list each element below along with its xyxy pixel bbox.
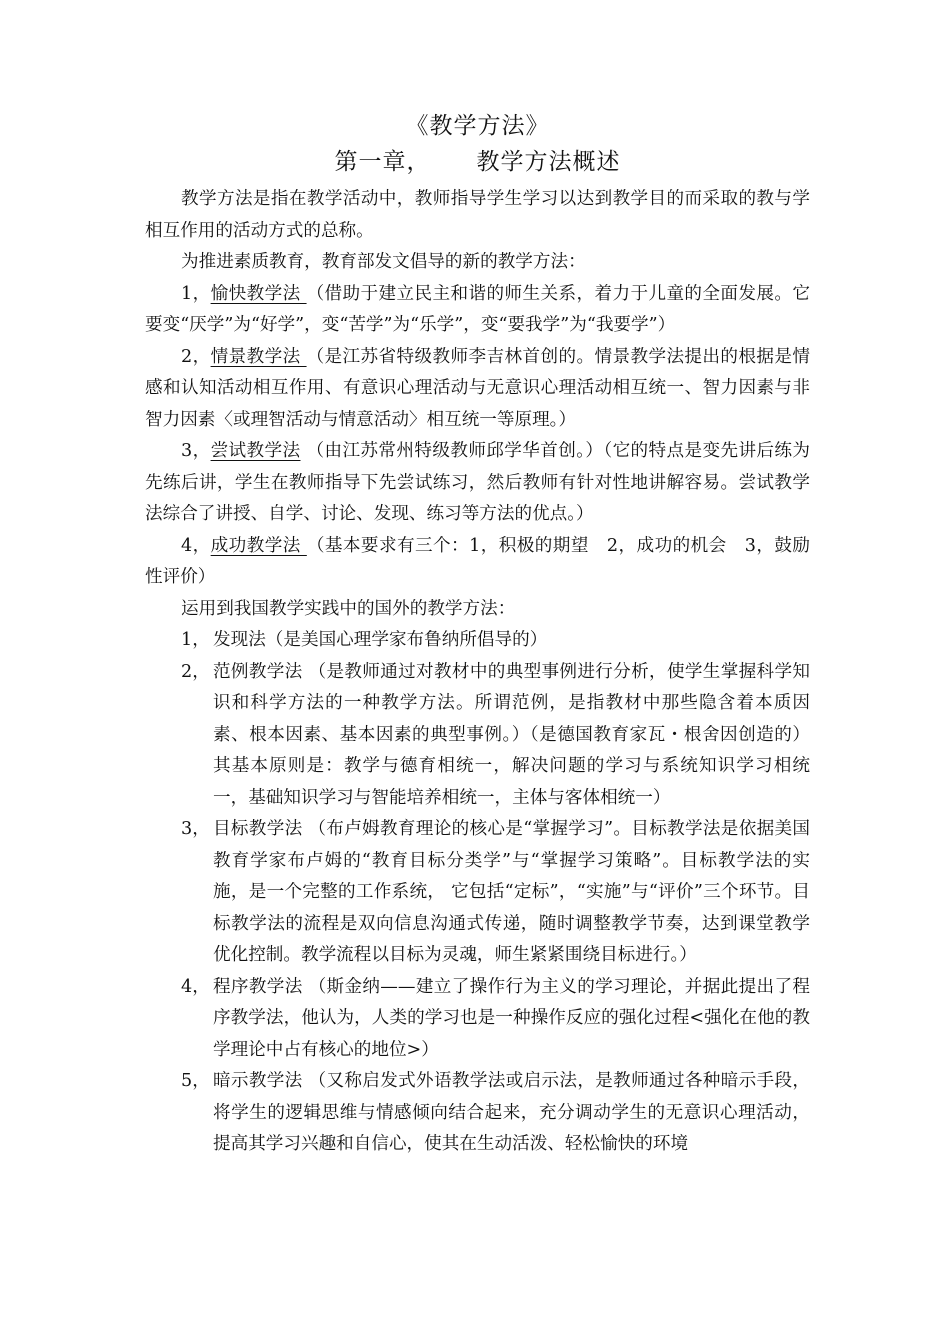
method-item — [145, 436, 810, 531]
list-item-number: 1， — [181, 630, 210, 650]
list-item-text: 范例教学法 （是教师通过对教材中的典型事例进行分析，使学生掌握科学知识和科学方法的一种教学方法。所谓范例，是指教材中那些隐含着本质因素、根本因素、基本因素的典型事例。）（是德国教育家瓦・根舍因创造的）其基本原则是：教学与德育相统一，解决问题的学习与系统知识学习相统一，基础知识学习与智能培养相统一，主体与客体相统一） — [213, 661, 810, 808]
definition-paragraph: 教学方法是指在教学活动中，教师指导学生学习以达到教学目的而采取的教与学相互作用的活动方式的总称。 — [145, 189, 810, 241]
list-item — [145, 972, 810, 1067]
method-name: 情景教学法 — [210, 346, 307, 367]
list-item-number: 3， — [181, 819, 210, 839]
method-number: 3， — [181, 441, 211, 461]
chapter-heading — [145, 144, 810, 180]
method-description: （基本要求有三个：1，积极的期望 2，成功的机会 3，鼓励性评价） — [145, 535, 810, 587]
chapter-title: 教学方法概述 — [476, 149, 621, 175]
list-item — [145, 1066, 810, 1161]
method-description: （借助于建立民主和谐的师生关系，着力于儿童的全面发展。它要变“厌学”为“好学”，变“苦学”为“乐学”，变“要我学”为“我要学”） — [145, 283, 810, 335]
method-name: 愉快教学法 — [210, 283, 307, 304]
method-description: （由江苏常州特级教师邱学华首创。）（它的特点是变先讲后练为先练后讲，学生在教师指导下先尝试练习，然后教师有针对性地讲解容易。尝试教学法综合了讲授、自学、讨论、发现、练习等方法的优点。） — [145, 441, 810, 524]
method-name: 成功教学法 — [210, 535, 307, 556]
intro-paragraph-domestic: 为推进素质教育，教育部发文倡导的新的教学方法： — [181, 252, 586, 272]
intro-paragraph-foreign: 运用到我国教学实践中的国外的教学方法： — [181, 598, 516, 619]
list-item — [145, 657, 810, 815]
list-item-text: 目标教学法 （布卢姆教育理论的核心是“掌握学习”。目标教学法是依据美国教育学家布卢姆的“教育目标分类学”与“掌握学习策略”。目标教学法的实施，是一个完整的工作系统， 它包括“定标”，“实施”与“评价”三个环节。目标教学法的流程是双向信息沟通式传递，随时调整教学节奏，达到课堂教学优化控制。教学流程以目标为灵魂，师生紧紧围绕目标进行。） — [213, 819, 810, 965]
list-item-number: 4， — [181, 976, 210, 997]
list-item-text: 暗示教学法 （又称启发式外语教学法或启示法，是教师通过各种暗示手段，将学生的逻辑思维与情感倾向结合起来，充分调动学生的无意识心理活动，提高其学习兴趣和自信心，使其在生动活泼、轻松愉快的环境 — [213, 1071, 810, 1154]
list-item-text: 发现法（是美国心理学家布鲁纳所倡导的） — [213, 630, 548, 650]
method-item — [145, 342, 810, 437]
list-item — [145, 814, 810, 972]
list-item-text: 程序教学法 （斯金纳——建立了操作行为主义的学习理论，并据此提出了程序教学法，他认为，人类的学习也是一种操作反应的强化过程<强化在他的教学理论中占有核心的地位>） — [213, 976, 810, 1060]
list-item — [145, 625, 810, 657]
method-number: 2， — [181, 346, 211, 367]
foreign-methods-list — [145, 625, 810, 1161]
method-number: 4， — [181, 535, 211, 556]
list-item-number: 5， — [181, 1071, 210, 1091]
method-item — [145, 279, 810, 342]
method-description: （是江苏省特级教师李吉林首创的。情景教学法提出的根据是情感和认知活动相互作用、有意识心理活动与无意识心理活动相互统一、智力因素与非智力因素〈或理智活动与情意活动〉相互统一等原理。） — [145, 346, 810, 430]
list-item-number: 2， — [181, 661, 210, 682]
method-number: 1， — [181, 283, 211, 304]
method-item — [145, 531, 810, 594]
chapter-label: 第一章， — [334, 149, 431, 175]
method-name: 尝试教学法 — [210, 441, 301, 461]
document-page — [145, 108, 810, 1161]
doc-title: 《教学方法》 — [405, 113, 550, 139]
